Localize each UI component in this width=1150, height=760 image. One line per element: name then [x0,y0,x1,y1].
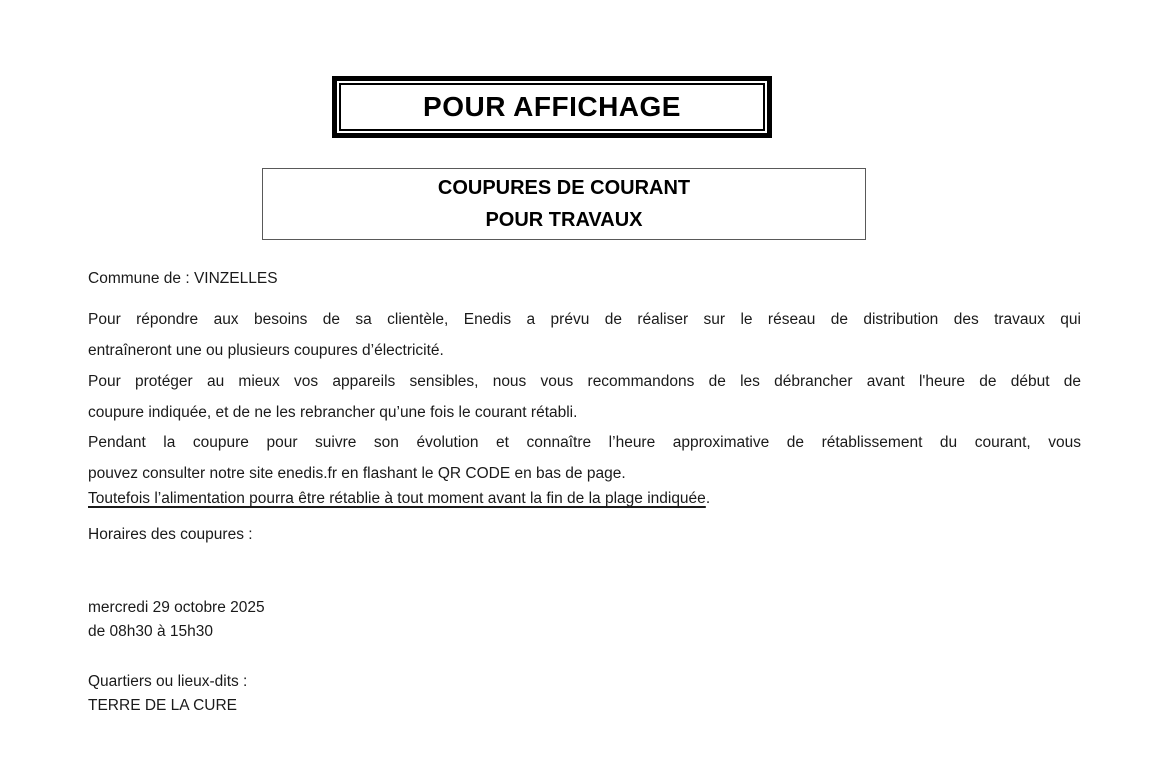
quartiers-value: TERRE DE LA CURE [88,697,238,714]
pour-affichage-title: POUR AFFICHAGE [423,91,681,122]
paragraph-toutefois [88,489,1081,508]
coupures-subtitle-line2: POUR TRAVAUX [485,209,643,231]
paragraph-pendant [88,427,1081,489]
quartiers-label: Quartiers ou lieux-dits : [88,673,248,690]
outage-date: mercredi 29 octobre 2025 [88,599,265,616]
paragraph-protect [88,366,1081,428]
commune-line: Commune de : VINZELLES [88,270,278,287]
paragraph-pendant-line2: pouvez consulter notre site enedis.fr en flashant le QR CODE en bas de page. [88,465,626,482]
horaires-label: Horaires des coupures : [88,526,253,543]
outage-time-range: de 08h30 à 15h30 [88,623,213,640]
paragraph-intro-line2: entraîneront une ou plusieurs coupures d’électricité. [88,342,444,359]
paragraph-protect-line2: coupure indiquée, et de ne les rebrancher qu’une fois le courant rétabli. [88,404,578,421]
paragraph-pendant-line1: Pendant la coupure pour suivre son évolution et connaître l’heure approximative de rétablissement du courant, vous [88,434,1081,451]
paragraph-protect-line1: Pour protéger au mieux vos appareils sensibles, nous vous recommandons de les débrancher avant l'heure de début de [88,373,1081,390]
paragraph-intro [88,304,1081,366]
pour-affichage-banner [332,76,772,138]
toutefois-period: . [705,490,711,507]
coupures-subtitle-box [262,168,866,240]
coupures-subtitle-line1: COUPURES DE COURANT [437,177,691,199]
pour-affichage-banner-inner [339,83,765,131]
paragraph-intro-line1: Pour répondre aux besoins de sa clientèle, Enedis a prévu de réaliser sur le réseau de distribution des travaux qui [88,311,1081,328]
toutefois-underlined-text: Toutefois l’alimentation pourra être rétablie à tout moment avant la fin de la plage indiquée [88,490,706,507]
